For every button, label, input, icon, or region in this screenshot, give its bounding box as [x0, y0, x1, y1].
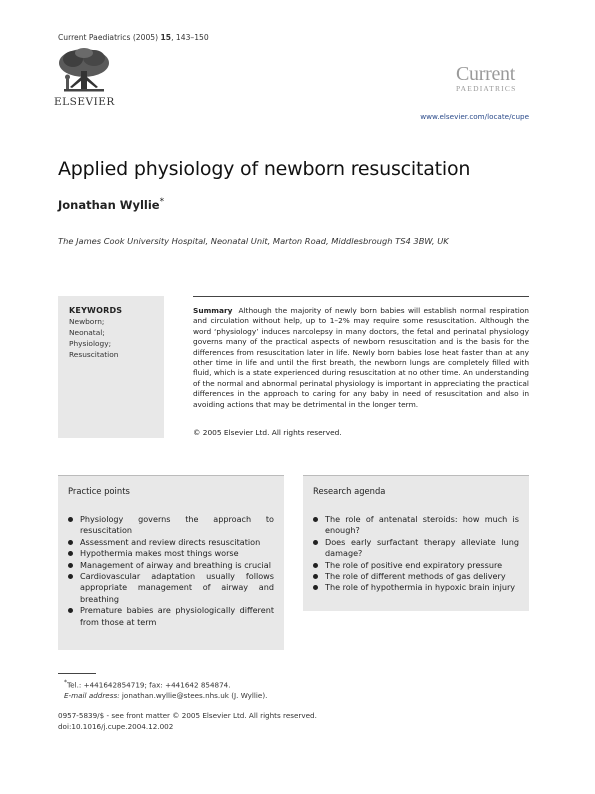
journal-logo	[456, 64, 528, 93]
tree-icon	[56, 47, 112, 95]
keywords-list	[69, 316, 164, 360]
bullet-icon	[68, 517, 73, 522]
list-item-text: Management of airway and breathing is crucial	[80, 559, 272, 570]
footnote-mark: *	[64, 679, 67, 686]
bullet-icon	[68, 563, 73, 568]
citation-volume: 15	[160, 33, 172, 42]
publisher-name: ELSEVIER	[54, 96, 115, 108]
abstract-copyright: © 2005 Elsevier Ltd. All rights reserved.	[193, 428, 342, 437]
footnote-email-line	[64, 690, 267, 701]
citation-pages: , 143–150	[171, 33, 209, 42]
list-item-text: Does early surfactant therapy alleviate lung damage?	[325, 536, 519, 559]
footnote-tel: Tel.: +441642854719; fax: +441642 854874.	[67, 680, 231, 690]
issn-block	[58, 710, 317, 732]
practice-points-title: Practice points	[68, 486, 130, 496]
article-title: Applied physiology of newborn resuscitation	[58, 158, 471, 180]
footnote	[64, 677, 267, 701]
list-item-text: Assessment and review directs resuscitation	[80, 536, 261, 547]
bullet-icon	[313, 585, 318, 590]
elsevier-logo	[54, 47, 114, 109]
bullet-icon	[313, 574, 318, 579]
bullet-icon	[313, 517, 318, 522]
journal-url-link[interactable]: www.elsevier.com/locate/cupe	[420, 112, 529, 121]
author-line	[58, 197, 164, 212]
list-item	[68, 537, 274, 548]
journal-logo-line1: Current	[456, 63, 515, 85]
list-item	[68, 605, 274, 628]
list-item-text: The role of different methods of gas delivery	[325, 571, 506, 582]
keyword-item: Newborn;	[69, 317, 105, 326]
doi-line[interactable]: doi:10.1016/j.cupe.2004.12.002	[58, 722, 174, 731]
issn-line: 0957-5839/$ - see front matter © 2005 Elsevier Ltd. All rights reserved.	[58, 711, 317, 720]
list-item-text: Cardiovascular adaptation usually follows appropriate management of airway and breathing	[80, 571, 274, 604]
practice-points-list	[68, 514, 274, 628]
footnote-email[interactable]: jonathan.wyllie@stees.nhs.uk (J. Wyllie).	[119, 691, 268, 701]
research-agenda-title: Research agenda	[313, 486, 386, 496]
bullet-icon	[68, 608, 73, 613]
journal-logo-line2: PAEDIATRICS	[456, 84, 517, 93]
bullet-icon	[313, 563, 318, 568]
bullet-icon	[68, 574, 73, 579]
author-affiliation: The James Cook University Hospital, Neonatal Unit, Marton Road, Middlesbrough TS4 3BW, UK	[58, 236, 449, 246]
practice-points-box	[58, 475, 284, 650]
list-item-text: The role of positive end expiratory pressure	[325, 559, 503, 570]
list-item-text: Hypothermia makes most things worse	[80, 548, 239, 559]
list-item	[68, 560, 274, 571]
keywords-box	[58, 296, 164, 438]
bullet-icon	[68, 540, 73, 545]
keyword-item: Resuscitation	[69, 350, 119, 359]
keywords-title: KEYWORDS	[69, 306, 123, 315]
research-agenda-list	[313, 514, 519, 594]
summary-label: Summary	[193, 306, 233, 315]
list-item	[313, 560, 519, 571]
citation-line	[58, 33, 209, 42]
bullet-icon	[68, 551, 73, 556]
list-item	[313, 582, 519, 593]
footnote-email-label: E-mail address:	[64, 691, 120, 701]
author-name: Jonathan Wyllie	[58, 197, 160, 212]
keyword-item: Physiology;	[69, 339, 112, 348]
list-item	[68, 514, 274, 537]
author-footnote-mark[interactable]: *	[159, 197, 165, 207]
summary-text: Although the majority of newly born babies will establish normal respiration and circulation without help, up to 1–2% may require some resuscitation. Although the word ‘physiology’ induces narcolepsy in many doctors, the fetal and perinatal physiology governs many of the practical aspects of newborn resuscitation and is the basis for the differences from resuscitation later in life. Newly born babies lose heat faster than at any other time in life and until the first breath, the newborn lungs are completely filled with fluid, which is a state experienced during resuscitation at no other time. An understanding of the normal and abnormal perinatal physiology is important in appreciating the practical differences in the approach to caring for any baby in need of resuscitation and also in avoiding actions that may be detrimental in the longer term.	[193, 306, 529, 409]
research-agenda-box	[303, 475, 529, 611]
list-item	[313, 571, 519, 582]
list-item-text: Premature babies are physiologically different from those at term	[80, 605, 274, 627]
list-item	[313, 514, 519, 537]
list-item-text: The role of antenatal steroids: how much is enough?	[325, 514, 519, 536]
list-item-text: The role of hypothermia in hypoxic brain injury	[325, 582, 516, 593]
bullet-icon	[313, 540, 318, 545]
citation-journal: Current Paediatrics (2005)	[58, 33, 161, 42]
list-item	[313, 537, 519, 560]
footnote-tel-line	[64, 677, 267, 690]
footnote-divider	[58, 673, 96, 674]
list-item	[68, 548, 274, 559]
keyword-item: Neonatal;	[69, 328, 105, 337]
list-item	[68, 571, 274, 605]
abstract-summary	[193, 296, 529, 410]
list-item-text: Physiology governs the approach to resuscitation	[80, 514, 274, 536]
